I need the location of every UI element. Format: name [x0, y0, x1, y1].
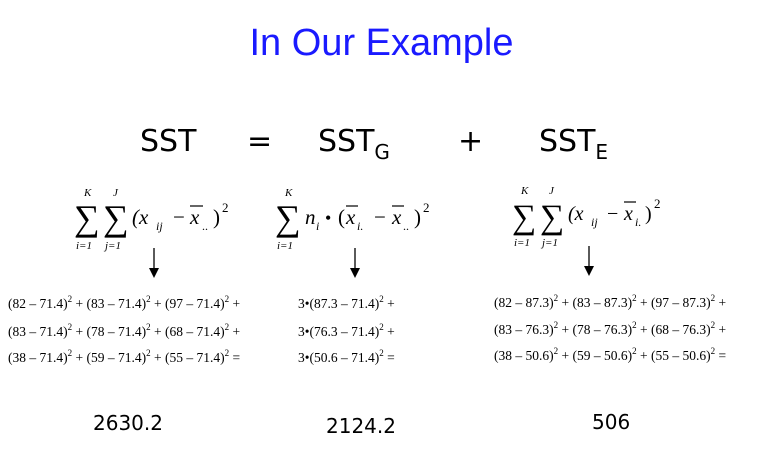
down-arrow-icon [348, 248, 362, 280]
xbar: x [190, 205, 200, 229]
sst-label: SST [140, 124, 197, 159]
xbar-1-sub: i. [357, 219, 364, 233]
term-open: (x [568, 203, 584, 225]
sigma-inner: ∑ [103, 198, 129, 238]
sst-line: (82 – 71.4)$^2$ + (83 – 71.4)$^2$ + (97 – 71.4)$^2$ + [8, 294, 241, 311]
down-arrow-icon [147, 248, 161, 280]
sum-lower-j: j=1 [105, 240, 121, 252]
minus: − [607, 203, 619, 225]
sum-lower-i: i=1 [277, 240, 293, 252]
term-close: ) [213, 205, 220, 229]
xbar-2: x [392, 205, 402, 229]
sum-upper-j: J [549, 185, 554, 197]
sst-result: 2630.2 [93, 411, 163, 435]
open-paren: ( [338, 205, 345, 229]
equals-sign: = [247, 124, 273, 159]
xbar-1: x [346, 205, 356, 229]
xbar-sub: .. [202, 219, 208, 233]
minus: − [374, 205, 386, 229]
sstg-subscript: G [374, 140, 390, 164]
dot: • [325, 208, 332, 228]
sstg-result: 2124.2 [326, 414, 396, 438]
sstg-label [318, 124, 390, 164]
close-paren: ) [414, 205, 421, 229]
sst-line: (83 – 71.4)$^2$ + (78 – 71.4)$^2$ + (68 – 71.4)$^2$ + [8, 322, 241, 339]
sste-formula [508, 182, 708, 262]
sigma-outer: ∑ [512, 199, 537, 236]
sum-lower-i: i=1 [76, 240, 92, 252]
sstg-line: 3•(50.6 – 71.4)$^2$ = [298, 348, 395, 365]
sum-upper-k: K [84, 187, 92, 199]
sigma-inner: ∑ [540, 199, 565, 236]
sigma-outer: ∑ [74, 198, 100, 238]
sstg-formula [265, 182, 475, 262]
sste-line: (38 – 50.6)$^2$ + (59 – 50.6)$^2$ + (55 – 50.6)$^2$ = [494, 346, 727, 363]
down-arrow-icon [582, 246, 596, 278]
sum-lower-j: j=1 [542, 237, 558, 249]
n: n [305, 205, 316, 229]
minus: − [173, 205, 185, 229]
sigma: ∑ [275, 198, 301, 238]
sst-line: (38 – 71.4)$^2$ + (59 – 71.4)$^2$ + (55 – 71.4)$^2$ = [8, 348, 241, 365]
term-open: (x [132, 205, 149, 229]
plus-sign: + [458, 124, 484, 159]
term-sub: ij [591, 215, 598, 229]
xbar-2-sub: .. [403, 219, 409, 233]
sstg-line: 3•(87.3 – 71.4)$^2$ + [298, 294, 395, 311]
sum-lower-i: i=1 [514, 237, 530, 249]
term-close: ) [645, 203, 652, 225]
sste-label [539, 124, 608, 164]
xbar-sub: i. [635, 215, 642, 229]
n-sub: i [316, 219, 320, 233]
sum-upper-k: K [285, 187, 293, 199]
slide-title: In Our Example [249, 22, 514, 64]
sste-subscript: E [595, 140, 609, 164]
sste-line: (83 – 76.3)$^2$ + (78 – 76.3)$^2$ + (68 – 76.3)$^2$ + [494, 320, 727, 337]
sste-line: (82 – 87.3)$^2$ + (83 – 87.3)$^2$ + (97 – 87.3)$^2$ + [494, 293, 727, 310]
sum-upper-j: J [113, 187, 118, 199]
term-sub: ij [156, 219, 163, 233]
sste-result: 506 [592, 410, 631, 434]
sstg-line: 3•(76.3 – 71.4)$^2$ + [298, 322, 395, 339]
sum-upper-k: K [521, 185, 529, 197]
exponent: 2 [222, 200, 229, 215]
sstg-base: SST [318, 124, 375, 159]
sste-base: SST [539, 124, 596, 159]
xbar: x [624, 203, 633, 225]
exponent: 2 [423, 200, 430, 215]
exponent: 2 [654, 196, 661, 211]
